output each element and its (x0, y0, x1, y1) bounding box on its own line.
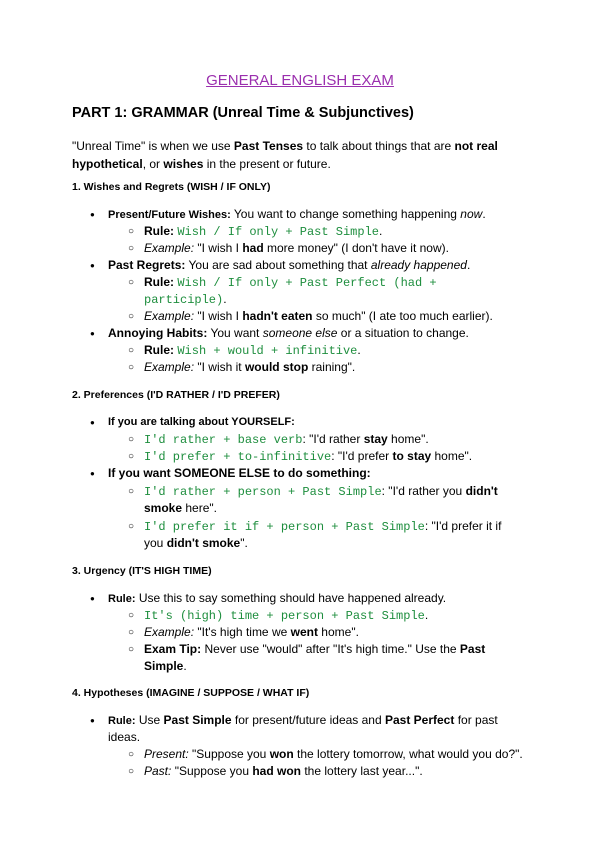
item-text: . (357, 343, 361, 357)
example-bold: didn't smoke (166, 536, 241, 550)
urgency-rule-item (108, 590, 446, 608)
item-bold: Past Perfect (384, 713, 455, 727)
rule-formula: Wish + would + infinitive (177, 344, 358, 358)
item-label: Rule: (108, 593, 136, 605)
item-italic: now (460, 207, 483, 221)
rule-formula: I'd rather + base verb (144, 433, 303, 447)
example-text: home". (387, 432, 429, 446)
item-bold: Past Simple (163, 713, 232, 727)
someone-rule-1 (144, 483, 498, 501)
hypotheses-past (144, 763, 423, 780)
item-label: Present/Future Wishes: (108, 209, 231, 221)
example-text: : "I'd prefer (331, 449, 393, 463)
item-text: You want to change something happening (230, 207, 461, 221)
item-text: Use (135, 713, 164, 727)
item-text: . (378, 224, 383, 238)
annoy-rule (144, 342, 361, 360)
example-text: home". (431, 449, 473, 463)
intro-bold: hypothetical (72, 157, 143, 171)
rule-label: Rule: (144, 275, 174, 289)
intro-text: in the present or future. (203, 157, 331, 171)
hypotheses-rule-item (108, 712, 498, 730)
example-bold: smoke (144, 501, 183, 515)
section-4-heading: 4. Hypotheses (IMAGINE / SUPPOSE / WHAT IF) (72, 687, 310, 699)
section-1-heading: 1. Wishes and Regrets (WISH / IF ONLY) (72, 181, 271, 193)
section-2-heading: 2. Preferences (I'D RATHER / I'D PREFER) (72, 389, 280, 401)
yourself-rule-1 (144, 431, 429, 449)
urgency-example (144, 624, 359, 641)
present-wishes-item (108, 206, 486, 224)
urgency-formula (144, 607, 428, 625)
example-text: home". (317, 625, 359, 639)
example-label: Example: (144, 309, 195, 323)
item-label: Annoying Habits: (108, 326, 208, 340)
past-rule (144, 274, 437, 292)
rule-label: Rule: (144, 224, 174, 238)
intro-text: , or (142, 157, 164, 171)
example-text: you (144, 536, 167, 550)
intro-text: "Unreal Time" is when we use (72, 139, 234, 153)
part-heading: PART 1: GRAMMAR (Unreal Time & Subjunctives) (72, 105, 414, 121)
example-bold: went (290, 625, 318, 639)
item-text: . (466, 258, 471, 272)
yourself-item: ● If you are talking about YOURSELF: (108, 414, 295, 431)
rule-label: Rule: (144, 343, 174, 357)
example-text: "Suppose you (171, 764, 253, 778)
intro-text: to talk about things that are (303, 139, 455, 153)
intro-bold: wishes (163, 157, 204, 171)
someone-rule-2-cont (144, 535, 248, 552)
item-label: Rule: (108, 715, 136, 727)
example-label: Example: (144, 360, 195, 374)
exam-tip (144, 641, 485, 658)
example-text: more money" (I don't have it now). (263, 241, 449, 255)
past-regrets-item (108, 257, 470, 274)
example-text: : "I'd rather you (381, 484, 466, 498)
tip-label: Exam Tip: (144, 642, 202, 656)
rule-formula: I'd prefer + to-infinitive (144, 450, 332, 464)
example-label: Example: (144, 241, 195, 255)
item-text: You want (207, 326, 263, 340)
example-label: Past: (144, 764, 172, 778)
example-label: Present: (144, 747, 189, 761)
rule-formula: Wish / If only + Past Simple (177, 225, 379, 239)
rule-formula: It's (high) time + person + Past Simple (144, 609, 425, 623)
rule-formula: I'd rather + person + Past Simple (144, 485, 382, 499)
tip-bold: Past (459, 642, 486, 656)
example-bold: stay (363, 432, 388, 446)
intro-bold: Past Tenses (233, 139, 304, 153)
example-text: "Suppose you (188, 747, 270, 761)
rule-formula: Wish / If only + Past Perfect (had + (177, 276, 437, 290)
example-bold: to stay (392, 449, 432, 463)
item-text: for past (454, 713, 498, 727)
example-bold: had won (252, 764, 302, 778)
intro-bold: not real (454, 139, 498, 153)
example-bold: had (242, 241, 264, 255)
someone-rule-1-cont (144, 500, 217, 517)
item-label: Past Regrets: (108, 258, 186, 272)
present-example (144, 240, 449, 257)
intro-paragraph (72, 137, 532, 173)
example-text: ". (240, 536, 248, 550)
annoy-example (144, 359, 355, 376)
someone-else-item: ● If you want SOMEONE ELSE to do something: (108, 465, 371, 482)
item-text: You are sad about something that (185, 258, 371, 272)
item-text: for present/future ideas and (231, 713, 385, 727)
example-text: here". (182, 501, 217, 515)
tip-bold: Simple (144, 659, 184, 673)
example-text: : "I'd rather (302, 432, 364, 446)
hypotheses-rule-cont: ideas. (108, 730, 141, 744)
item-text: . (223, 292, 227, 306)
item-italic: already happened (370, 258, 467, 272)
item-text: Use this to say something should have happened already. (135, 591, 447, 605)
example-text: the lottery last year...". (301, 764, 423, 778)
tip-text: . (183, 659, 187, 673)
example-bold: won (269, 747, 294, 761)
item-text: . (424, 608, 429, 622)
example-bold: would stop (244, 360, 309, 374)
annoying-habits-item (108, 325, 469, 342)
yourself-rule-2 (144, 448, 472, 466)
example-text: so much" (I ate too much earlier). (312, 309, 493, 323)
example-text: : "I'd prefer it if (424, 519, 502, 533)
past-rule-cont (144, 291, 227, 309)
item-text: . (482, 207, 486, 221)
example-text: "I wish it (194, 360, 245, 374)
example-text: the lottery tomorrow, what would you do?". (293, 747, 523, 761)
someone-rule-2 (144, 518, 501, 536)
example-text: "It's high time we (194, 625, 291, 639)
tip-text: Never use "would" after "It's high time." Use the (201, 642, 460, 656)
section-3-heading: 3. Urgency (IT'S HIGH TIME) (72, 565, 212, 577)
present-rule (144, 223, 382, 241)
example-text: raining". (308, 360, 356, 374)
exam-tip-cont (144, 658, 187, 675)
item-text: or a situation to change. (337, 326, 469, 340)
example-text: "I wish I (194, 309, 243, 323)
example-bold: hadn't eaten (242, 309, 313, 323)
rule-formula: I'd prefer it if + person + Past Simple (144, 520, 425, 534)
example-text: "I wish I (194, 241, 243, 255)
hypotheses-present (144, 746, 523, 763)
item-italic: someone else (262, 326, 338, 340)
document-title[interactable]: GENERAL ENGLISH EXAM (206, 72, 394, 89)
rule-formula: participle) (144, 293, 224, 307)
past-example (144, 308, 493, 325)
example-label: Example: (144, 625, 195, 639)
example-bold: didn't (465, 484, 498, 498)
